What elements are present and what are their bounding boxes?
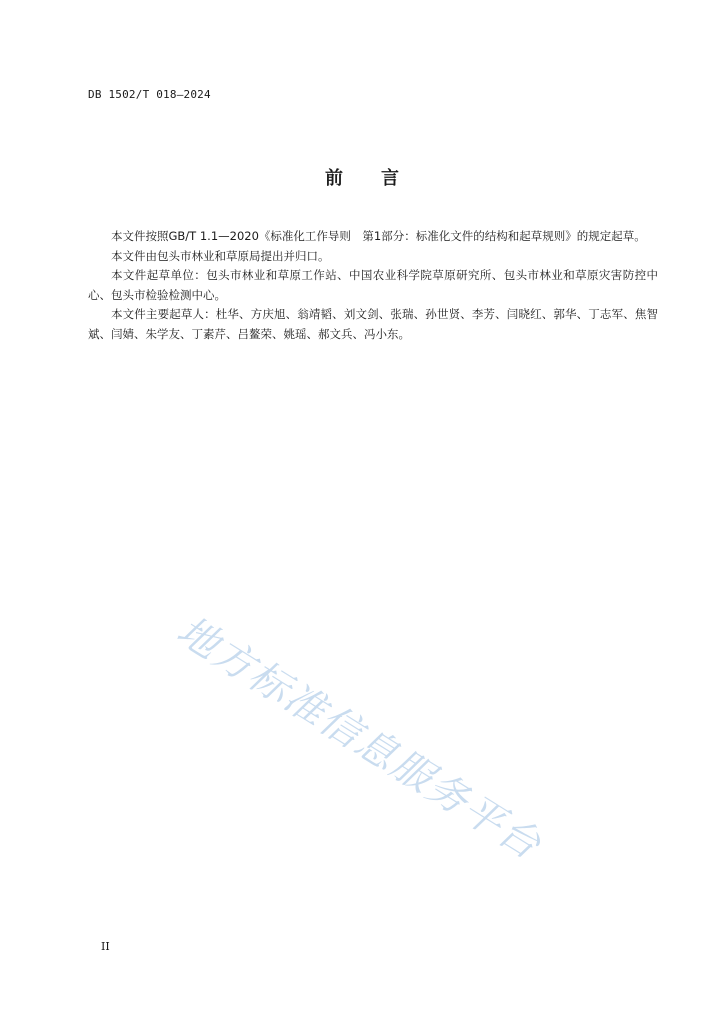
paragraph-proposer: 本文件由包头市林业和草原局提出并归口。 [111,248,330,263]
paragraph-drafting-rules: 本文件按照GB/T 1.1—2020《标准化工作导则 第1部分：标准化文件的结构和起草规则》的规定起草。 [111,229,646,243]
body-text [88,227,658,344]
document-code: DB 1502/T 018—2024 [88,88,211,101]
paragraph-drafters: 本文件主要起草人：杜华、方庆旭、翁靖韬、刘文剑、张瑞、孙世贤、李芳、闫晓红、郭华、丁志军、焦智斌、闫婧、朱学友、丁素芹、吕鳌荣、姚瑶、郝文兵、冯小东。 [88,307,658,341]
page-number: II [101,940,110,953]
page-title: 前言 [325,168,437,189]
paragraph-drafting-units: 本文件起草单位：包头市林业和草原工作站、中国农业科学院草原研究所、包头市林业和草原灾害防控中心、包头市检验检测中心。 [88,268,658,302]
watermark: 地方标准信息服务平台 [168,607,550,870]
